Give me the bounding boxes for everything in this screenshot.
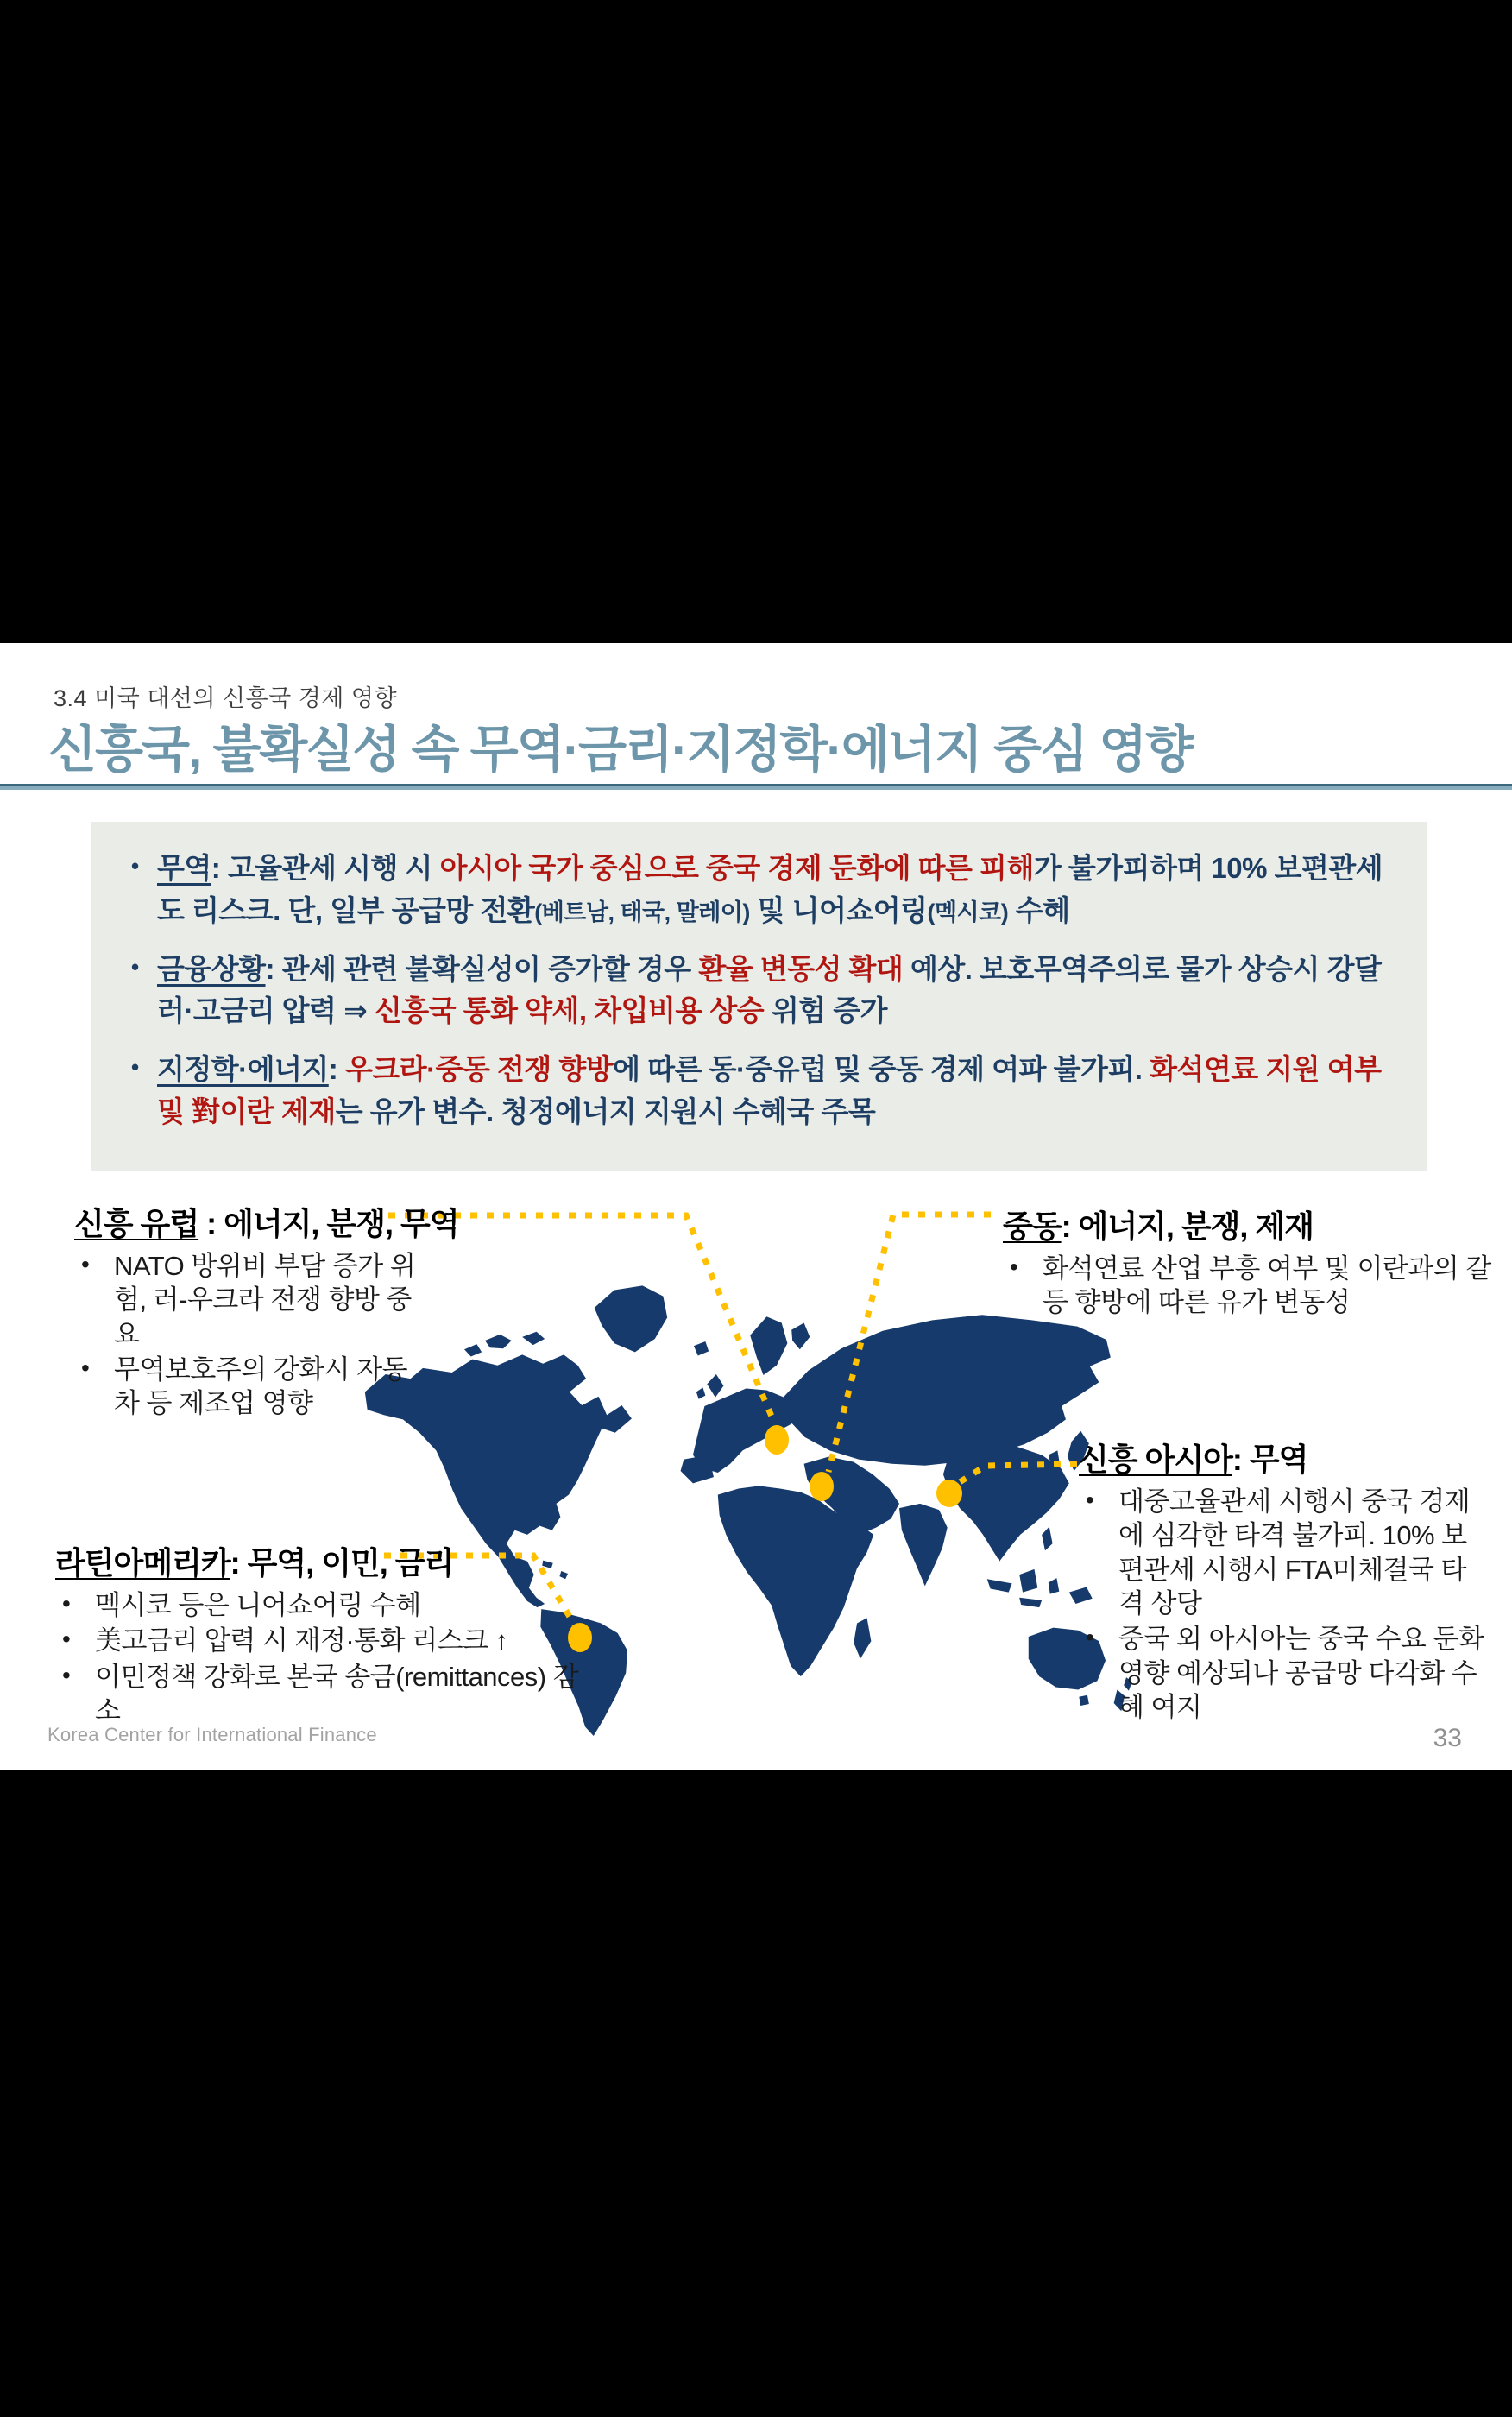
region-title-strong: 신흥 아시아 [1079,1442,1232,1477]
region-title [1079,1436,1491,1480]
region-title [74,1200,459,1244]
region-item: • 중국 외 아시아는 중국 수요 둔화 영향 예상되나 공급망 다각화 수혜 여지 [1079,1622,1491,1724]
region-title [55,1539,599,1583]
text-segment: 수혜 [1008,893,1070,926]
region-title [1003,1202,1503,1246]
region-title-rest: : 에너지, 분쟁, 제재 [1061,1208,1314,1244]
region-item-list [74,1249,419,1421]
text-segment: 신흥국 통화 약세, 차입비용 상승 [374,994,765,1027]
text-segment: 및 니어쇼어링 [749,893,928,926]
region-title-strong: 신흥 유럽 [74,1206,199,1241]
page-title: 신흥국, 불확실성 속 무역·금리·지정학·에너지 중심 영향 [48,722,1193,778]
text-segment: 예상. 보호무역주의로 물가 상승시 강달러·고금리 압력 ⇒ [157,952,1382,1027]
text-segment: 에 따른 동·중유럽 및 중동 경제 여파 불가피. [613,1053,1150,1086]
text-segment: 금융상황 [157,952,266,985]
text-segment: 화석연료 지원 여부 및 對이란 제재 [157,1053,1382,1128]
title-divider [0,784,1512,790]
region-item-list [1079,1485,1491,1725]
text-segment: 위험 증가 [764,994,888,1027]
region-title-rest: : 무역 [1232,1442,1308,1477]
text-segment: : 관세 관련 불확실성이 증가할 경우 [265,952,699,985]
summary-bullet-finance [124,949,1387,1033]
summary-list [124,848,1387,1133]
region-note-middle-east [1003,1202,1503,1322]
text-segment: 는 유가 변수. 청정에너지 지원시 수혜국 주목 [335,1095,876,1128]
region-item: • 이민정책 강화로 본국 송금(remittances) 감소 [55,1660,599,1728]
region-title-strong: 중동 [1003,1208,1062,1244]
page-number: 33 [1433,1724,1462,1752]
text-segment: : 고율관세 시행 시 [211,852,440,884]
text-segment: 아시아 국가 중심으로 중국 경제 둔화에 따른 피해 [439,852,1034,884]
region-note-asia [1079,1436,1491,1726]
text-segment: (베트남, 태국, 말레이) [534,899,750,925]
slide-eyebrow: 3.4 미국 대선의 신흥국 경제 영향 [54,685,398,711]
region-item: • 화석연료 산업 부흥 여부 및 이란과의 갈등 향방에 따른 유가 변동성 [1003,1252,1503,1320]
slide [0,643,1512,1770]
region-title-strong: 라틴아메리카 [55,1545,230,1581]
region-note-latam [55,1539,599,1729]
region-item: • NATO 방위비 부담 증가 위험, 러-우크라 전쟁 향방 중요 [74,1249,419,1351]
region-note-europe [74,1200,459,1423]
text-segment: 지정학·에너지 [157,1053,329,1086]
region-item: • 무역보호주의 강화시 자동차 등 제조업 영향 [74,1353,419,1421]
text-segment: : [328,1053,345,1086]
text-segment: 환율 변동성 확대 [698,952,904,985]
region-item-list [1003,1252,1503,1320]
text-segment: 무역 [157,852,211,884]
region-title-rest: : 무역, 이민, 금리 [230,1545,454,1581]
summary-bullet-trade [124,848,1387,932]
text-segment: 우크라·중동 전쟁 향방 [344,1053,614,1086]
text-segment: 가 불가피하며 10% 보편관세도 리스크. 단, 일부 공급망 전환 [157,852,1383,926]
summary-box [91,822,1427,1171]
region-item: • 멕시코 등은 니어쇼어링 수혜 [55,1588,599,1622]
region-item-list [55,1588,599,1727]
footer-organization: Korea Center for International Finance [47,1724,377,1745]
summary-bullet-geopolitics [124,1049,1387,1133]
text-segment: (멕시코) [927,899,1009,925]
region-item: • 美고금리 압력 시 재정·통화 리스크 ↑ [55,1624,599,1657]
region-item: • 대중고율관세 시행시 중국 경제에 심각한 타격 불가피. 10% 보편관세 시행시 FTA미체결국 타격 상당 [1079,1485,1491,1620]
region-title-rest: : 에너지, 분쟁, 무역 [198,1206,459,1241]
